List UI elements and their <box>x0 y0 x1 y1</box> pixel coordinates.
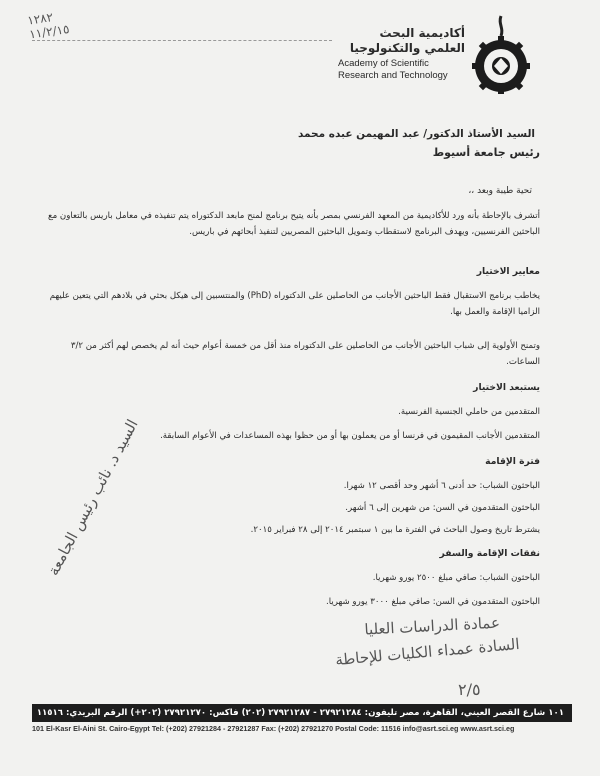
exclusion-item: المتقدمين من حاملي الجنسية الفرنسية. <box>398 407 540 417</box>
header-rule <box>32 40 332 41</box>
greeting: تحية طيبة وبعد ،، <box>468 186 532 196</box>
exclusion-heading: يستبعد الاختيار <box>473 382 540 393</box>
costs-heading: نفقات الإقامة والسفر <box>439 548 540 559</box>
academy-english-line2: Research and Technology <box>338 70 448 81</box>
criteria-item: وتمنح الأولوية إلى شباب الباحثين الأجانب من الحاصلين على الدكتوراه منذ أقل من خمسة أعوام حيث أنه لم يخصص لهم أكثر من ٣/٢ الساعات. <box>70 341 540 367</box>
addressee-name: السيد الأستاذ الدكتور/ عبد المهيمن عبده محمد <box>297 128 535 140</box>
criteria-heading: معايير الاختيار <box>476 266 540 277</box>
stay-item: يشترط تاريخ وصول الباحث في الفترة ما بين ١ سبتمبر ٢٠١٤ إلى ٢٨ فبراير ٢٠١٥. <box>250 525 540 535</box>
handwritten-note: عمادة الدراسات العليا <box>364 613 501 639</box>
intro-paragraph: أتشرف بالإحاطة بأنه ورد للأكاديمية من المعهد الفرنسي بمصر بأنه يتيح برنامج لمنح مابعد الدكتوراه يتم تنفيذه في معامل باريس بالتعاون مع الباحثين الفرنسيين، ويهدف البرنامج لاستقطاب وتمويل الباحثين المصريين لتنفيذ أبحاثهم في باريس. <box>48 211 540 237</box>
costs-item: الباحثون الشباب: صافي مبلغ ٢٥٠٠ يورو شهريا. <box>372 573 540 583</box>
academy-english-name <box>338 58 468 82</box>
academy-logo-icon <box>468 14 534 96</box>
academy-english-line1: Academy of Scientific <box>338 58 429 69</box>
stay-item: الباحثون المتقدمون في السن: من شهرين إلى ٦ أشهر. <box>345 503 540 513</box>
handwritten-side-note: السيد د. نائب رئيس الجامعة <box>44 416 142 579</box>
handwritten-reference: ١٢٨٢ ١١/٢/١٥ <box>26 10 71 42</box>
costs-item: الباحثون المتقدمون في السن: صافي مبلغ ٣٠٠٠ يورو شهريا. <box>326 597 540 607</box>
handwritten-note: السادة عمداء الكليات للإحاطة <box>334 634 521 669</box>
addressee-title: رئيس جامعة أسيوط <box>432 146 540 159</box>
academy-arabic-name: أكاديمية البحث العلمي والتكنولوجيا <box>349 26 465 55</box>
footer-arabic-bar: ١٠١ شارع القصر العيني، القاهرة، مصر تليفون: ٢٧٩٢١٢٨٤ - ٢٧٩٢١٢٨٧ (٢٠٢) فاكس: ٢٧٩٢١٢٧٠ (٢٠٢+) الرقم البريدي: ١١٥١٦ <box>32 704 572 722</box>
stay-item: الباحثون الشباب: حد أدنى ٦ أشهر وحد أقصى ١٢ شهرا. <box>343 481 540 491</box>
footer-english-line: 101 El-Kasr El-Aini St. Cairo-Egypt Tel: (+202) 27921284 - 27921287 Fax: (+202) 27921270 Postal Code: 11516 info@asrt.sci.eg www.asrt.sci.eg <box>32 724 515 733</box>
exclusion-item: المتقدمين الأجانب المقيمون في فرنسا أو من يعملون بها أو من حظوا بهذه المساعدات في الأعوام السابقة. <box>160 431 540 441</box>
criteria-item: يخاطب برنامج الاستقبال فقط الباحثين الأجانب من الحاصلين على الدكتوراه (PhD) والمنتسبين إلى هيكل بحثي في بلادهم التي يتعين عليهم الزاميا الإقامة والعمل بها. <box>49 291 540 317</box>
handwritten-signature: ٢/٥ <box>458 680 481 699</box>
stay-heading: فترة الإقامة <box>485 456 540 467</box>
